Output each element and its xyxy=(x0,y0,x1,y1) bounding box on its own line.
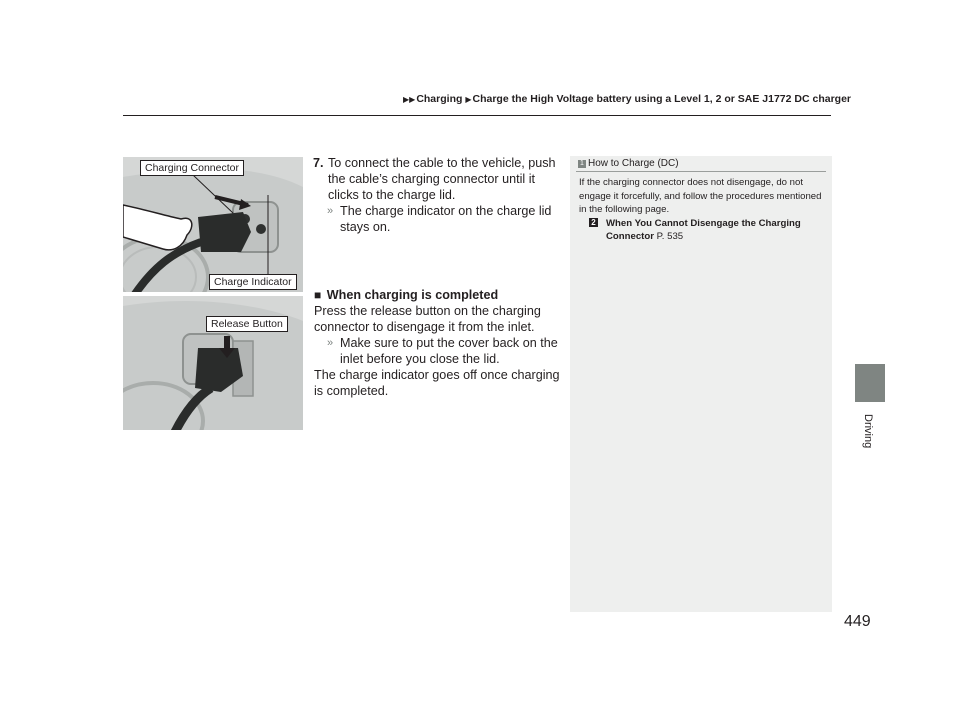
section-heading xyxy=(314,287,564,303)
note-cross-reference[interactable] xyxy=(579,217,829,244)
paragraph-release-sub xyxy=(314,335,564,367)
breadcrumb xyxy=(403,93,851,105)
breadcrumb-arrow-icon: ▶▶ xyxy=(403,95,416,104)
callout-charge-indicator: Charge Indicator xyxy=(209,274,297,290)
note-rule xyxy=(576,171,826,172)
header-rule xyxy=(123,115,831,116)
heading-text: When charging is completed xyxy=(326,288,499,302)
section-tab xyxy=(855,364,885,402)
page-number: 449 xyxy=(844,613,871,630)
step-7-sub xyxy=(314,203,564,235)
step-number: 7. xyxy=(313,156,324,170)
connector-illustration xyxy=(123,157,303,292)
note-title-text: How to Charge (DC) xyxy=(588,158,679,169)
breadcrumb-arrow-icon: ▶ xyxy=(465,95,472,104)
callout-release-button: Release Button xyxy=(206,316,288,332)
sub-arrow-icon: » xyxy=(327,337,334,349)
step-sub-text: The charge indicator on the charge lid stays on. xyxy=(340,204,552,234)
figure-release-button xyxy=(123,296,303,430)
note-title xyxy=(578,158,679,169)
cross-reference-page[interactable]: P. 535 xyxy=(656,231,684,242)
heading-square-icon: ■ xyxy=(314,288,322,302)
paragraph-indicator: The charge indicator goes off once charging is completed. xyxy=(314,368,560,398)
section-label: Driving xyxy=(862,414,874,449)
sub-arrow-icon: » xyxy=(327,205,334,217)
cross-reference-text[interactable]: When You Cannot Disengage the Charging Connector xyxy=(606,217,801,242)
note-icon: 1 xyxy=(578,160,586,168)
release-sub-text: Make sure to put the cover back on the inlet before you close the lid. xyxy=(340,336,558,366)
note-text: If the charging connector does not disengage, do not engage it forcefully, and follow the procedures mentioned in the following page. xyxy=(579,177,822,215)
cross-reference-icon: 2 xyxy=(589,218,598,227)
callout-charging-connector: Charging Connector xyxy=(140,160,244,176)
note-panel xyxy=(570,156,832,612)
step-text: To connect the cable to the vehicle, push the cable’s charging connector until it clicks to the charge lid. xyxy=(328,156,556,202)
breadcrumb-charging[interactable]: Charging xyxy=(416,93,463,105)
figure-connect-connector xyxy=(123,157,303,292)
step-7 xyxy=(314,155,564,203)
breadcrumb-current: Charge the High Voltage battery using a Level 1, 2 or SAE J1772 DC charger xyxy=(472,93,851,105)
paragraph-release: Press the release button on the charging connector to disengage it from the inlet. xyxy=(314,304,541,334)
main-instructions xyxy=(314,155,564,399)
note-body xyxy=(579,176,829,244)
